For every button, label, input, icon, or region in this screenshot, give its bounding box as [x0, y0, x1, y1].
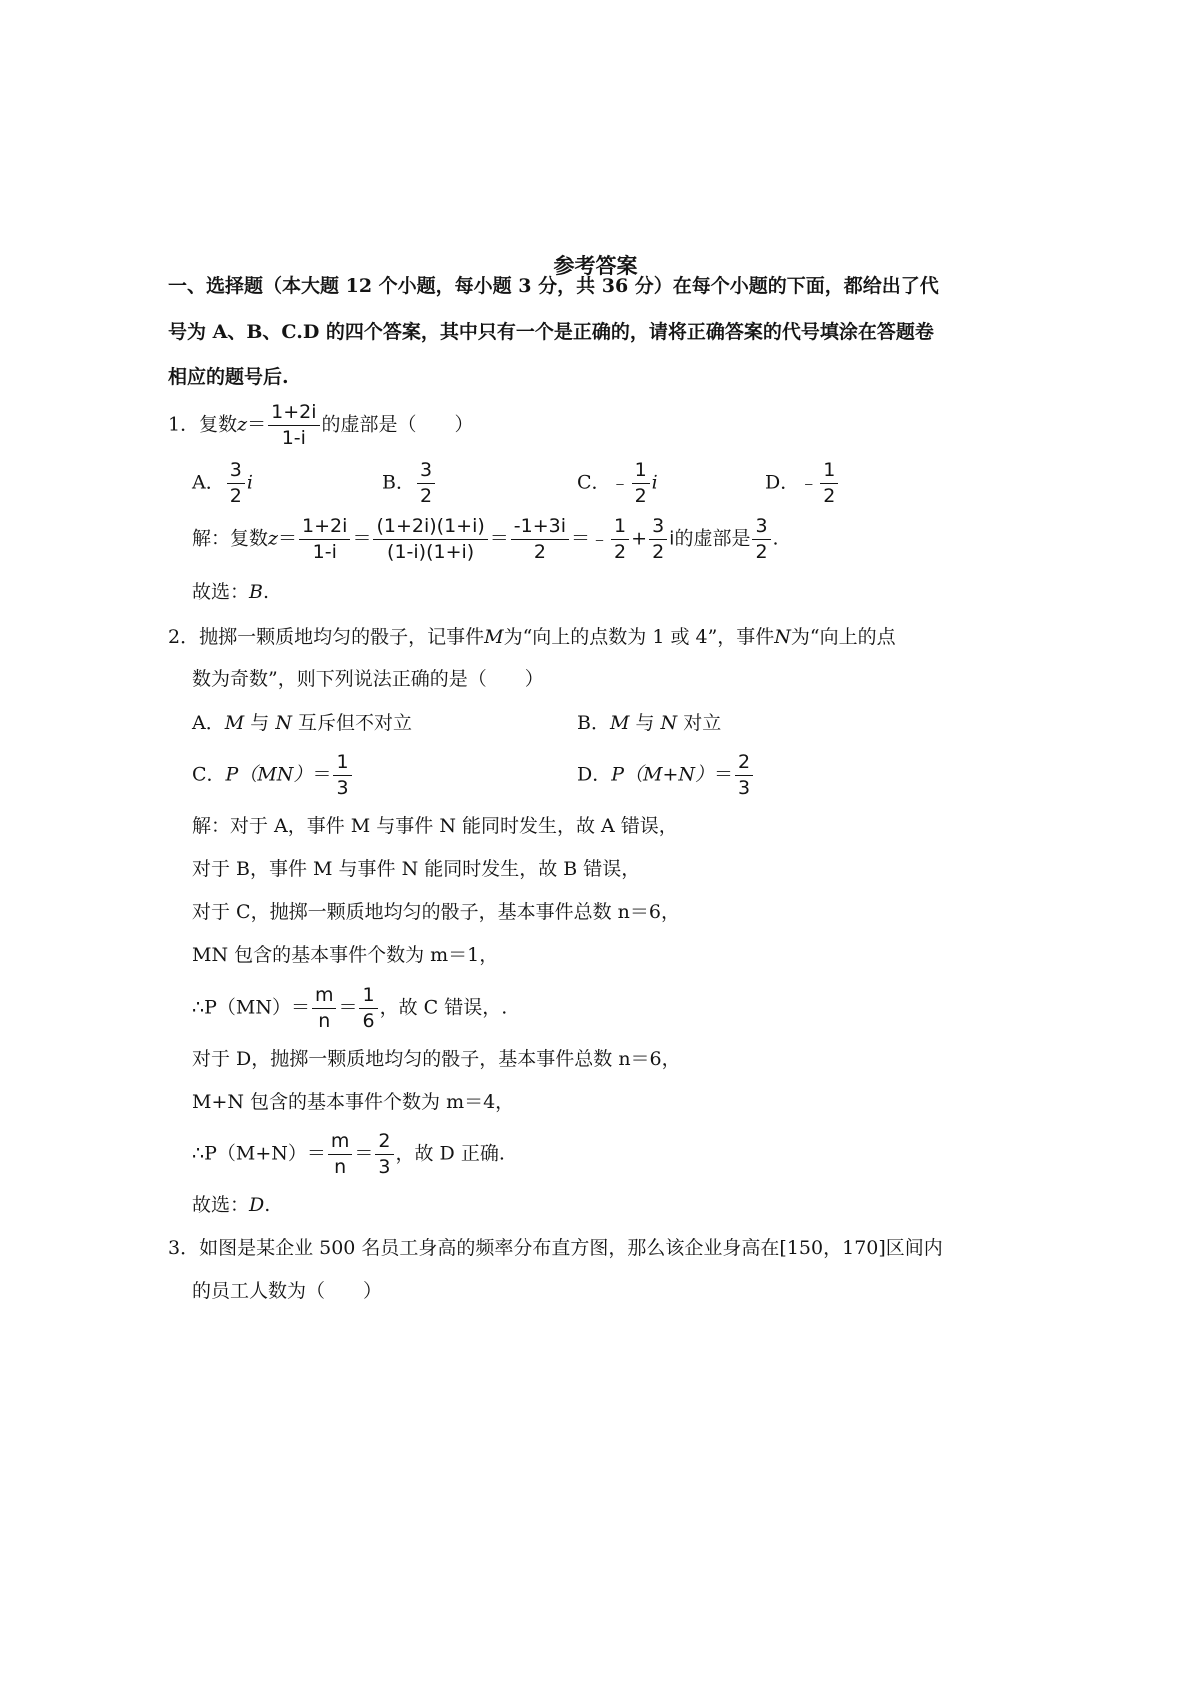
q1-answer: 故选：B. — [192, 581, 270, 603]
fraction: $\frac{2}{3}$ — [375, 1131, 393, 1178]
fraction: $\frac{1+2i}{1-i}$ — [299, 516, 350, 563]
fraction: $\frac{1}{6}$ — [359, 985, 377, 1032]
fraction: $\frac{1}{3}$ — [333, 752, 351, 799]
q2-solution-line-3: 对于 C，抛掷一颗质地均匀的骰子，基本事件总数 n＝6， — [192, 901, 680, 923]
question-2-stem-line-2: 数为奇数”，则下列说法正确的是（ ） — [192, 668, 544, 690]
fraction: $\frac{3}{2}$ — [752, 516, 770, 563]
q2-solution-line-8: ∴P（M+N）＝ $\frac{m}{n}$ ＝ $\frac{2}{3}$ ，故 D 正确. — [192, 1130, 505, 1178]
fraction: $\frac{m}{n}$ — [312, 985, 337, 1032]
page-title: 参考答案 — [553, 253, 638, 278]
fraction: $\frac{1}{2}$ — [820, 460, 838, 507]
q2-solution-line-6: 对于 D，抛掷一颗质地均匀的骰子，基本事件总数 n＝6， — [192, 1048, 681, 1070]
q1-option-c: C．﹣ $\frac{1}{2}$ i — [577, 459, 658, 507]
section-heading-line-2: 号为 A、B、C.D 的四个答案，其中只有一个是正确的，请将正确答案的代号填涂在答题卷 — [168, 321, 934, 343]
q1-option-b: B． $\frac{3}{2}$ — [382, 460, 437, 507]
fraction: $\frac{1}{2}$ — [611, 516, 629, 563]
question-2-stem-line-1: 2．抛掷一颗质地均匀的骰子，记事件M为“向上的点数为 1 或 4”，事件N为“向上的点 — [168, 626, 896, 648]
q2-option-a: A．M 与 N 互斥但不对立 — [192, 712, 412, 734]
fraction: $\frac{1+2i}{1-i}$ — [268, 402, 319, 449]
q1-option-d: D．﹣ $\frac{1}{2}$ — [765, 460, 840, 507]
q2-solution-line-7: M+N 包含的基本事件个数为 m＝4， — [192, 1091, 515, 1113]
q2-solution-line-1: 解：对于 A，事件 M 与事件 N 能同时发生，故 A 错误， — [192, 815, 678, 837]
fraction: $\frac{-1+3i}{2}$ — [511, 516, 569, 563]
q2-option-b: B．M 与 N 对立 — [577, 712, 722, 734]
question-3-stem-line-2: 的员工人数为（ ） — [192, 1280, 383, 1302]
fraction: $\frac{m}{n}$ — [328, 1131, 353, 1178]
q2-solution-line-4: MN 包含的基本事件个数为 m＝1， — [192, 944, 499, 966]
fraction: $\frac{3}{2}$ — [227, 460, 245, 507]
q2-solution-line-2: 对于 B，事件 M 与事件 N 能同时发生，故 B 错误， — [192, 858, 641, 880]
q2-solution-line-5: ∴P（MN）＝ $\frac{m}{n}$ ＝ $\frac{1}{6}$ ，故 C 错误，. — [192, 984, 508, 1032]
question-1-stem: 1．复数z＝ $\frac{1+2i}{1-i}$ 的虚部是（ ） — [168, 401, 474, 449]
fraction: $\frac{3}{2}$ — [417, 460, 435, 507]
q2-answer: 故选：D. — [192, 1194, 271, 1216]
section-heading-line-1: 一、选择题（本大题 12 个小题，每小题 3 分，共 36 分）在每个小题的下面，都给出了代 — [168, 275, 939, 297]
q2-option-d: D．P（M+N）＝ $\frac{2}{3}$ — [577, 752, 755, 799]
section-heading-line-3: 相应的题号后. — [168, 366, 289, 388]
q1-solution: 解：复数z＝ $\frac{1+2i}{1-i}$ ＝ $\frac{(1+2i)(1+i)}{(1-i)(1+i)}$ ＝ $\frac{-1+3i}{2}$ ＝﹣ $\frac{1}{2}$ + $\frac{3}{2}$ i的虚部是 $\frac{3}{2}$ . — [192, 515, 779, 563]
fraction: $\frac{1}{2}$ — [632, 460, 650, 507]
q2-option-c: C．P（MN）＝ $\frac{1}{3}$ — [192, 752, 354, 799]
fraction: $\frac{2}{3}$ — [735, 752, 753, 799]
question-3-stem-line-1: 3．如图是某企业 500 名员工身高的频率分布直方图，那么该企业身高在[150，170]区间内 — [168, 1237, 943, 1259]
q1-option-a: A． $\frac{3}{2}$ i — [192, 459, 253, 507]
fraction: $\frac{3}{2}$ — [649, 516, 667, 563]
fraction: $\frac{(1+2i)(1+i)}{(1-i)(1+i)}$ — [373, 516, 487, 563]
